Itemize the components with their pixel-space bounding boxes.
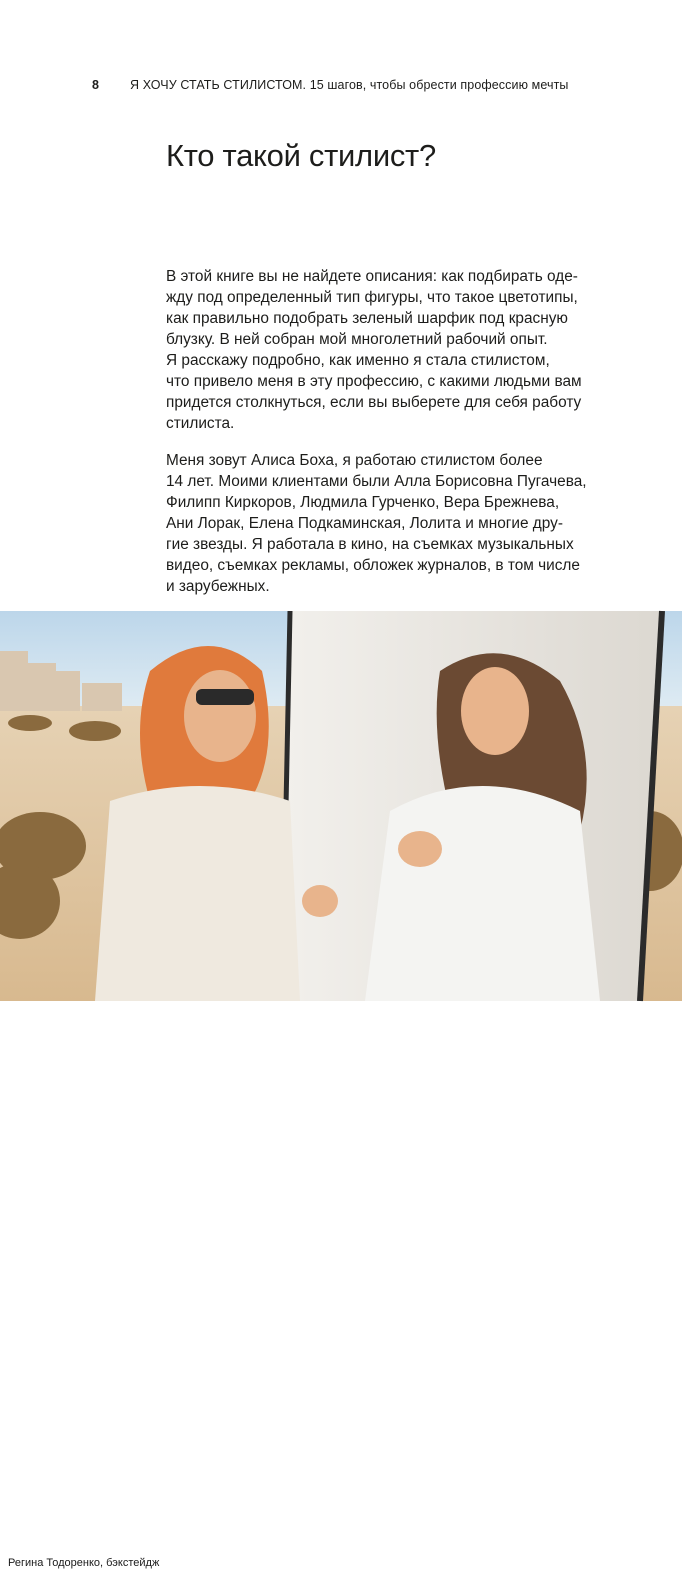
paragraph [166,450,606,597]
text-line: блузку. В ней собран мой многолетний рабочий опыт. [166,331,548,348]
paragraph [166,266,606,434]
text-line: видео, съемках рекламы, обложек журналов, в том числе [166,557,580,574]
running-title: Я ХОЧУ СТАТЬ СТИЛИСТОМ. 15 шагов, чтобы обрести профессию мечты [130,78,569,92]
text-line: стилиста. [166,415,235,432]
text-line: Филипп Киркоров, Людмила Гурченко, Вера Брежнева, [166,494,560,511]
chapter-title: Кто такой стилист? [166,138,436,173]
running-head [92,78,652,92]
page-number: 8 [92,78,100,92]
photo-caption: Регина Тодоренко, бэкстейдж [8,1557,160,1569]
body-paragraph-1 [166,266,606,434]
text-line: Меня зовут Алиса Боха, я работаю стилистом более [166,452,543,469]
text-line: 14 лет. Моими клиентами были Алла Борисовна Пугачева, [166,473,587,490]
text-line: гие звезды. Я работала в кино, на съемках музыкальных [166,536,574,553]
body-paragraph-2 [166,450,606,597]
backstage-photo [0,611,682,1569]
text-line: Ани Лорак, Елена Подкаминская, Лолита и многие дру- [166,515,563,532]
text-line: как правильно подобрать зеленый шарфик под красную [166,310,568,327]
text-line: и зарубежных. [166,578,270,595]
photo-illustration [0,611,682,1001]
text-line: Я расскажу подробно, как именно я стала стилистом, [166,352,550,369]
text-line: В этой книге вы не найдете описания: как подбирать оде- [166,268,578,285]
text-line: что привело меня в эту профессию, с какими людьми вам [166,373,582,390]
text-line: придется столкнуться, если вы выберете для себя работу [166,394,582,411]
text-line: жду под определенный тип фигуры, что такое цветотипы, [166,289,578,306]
